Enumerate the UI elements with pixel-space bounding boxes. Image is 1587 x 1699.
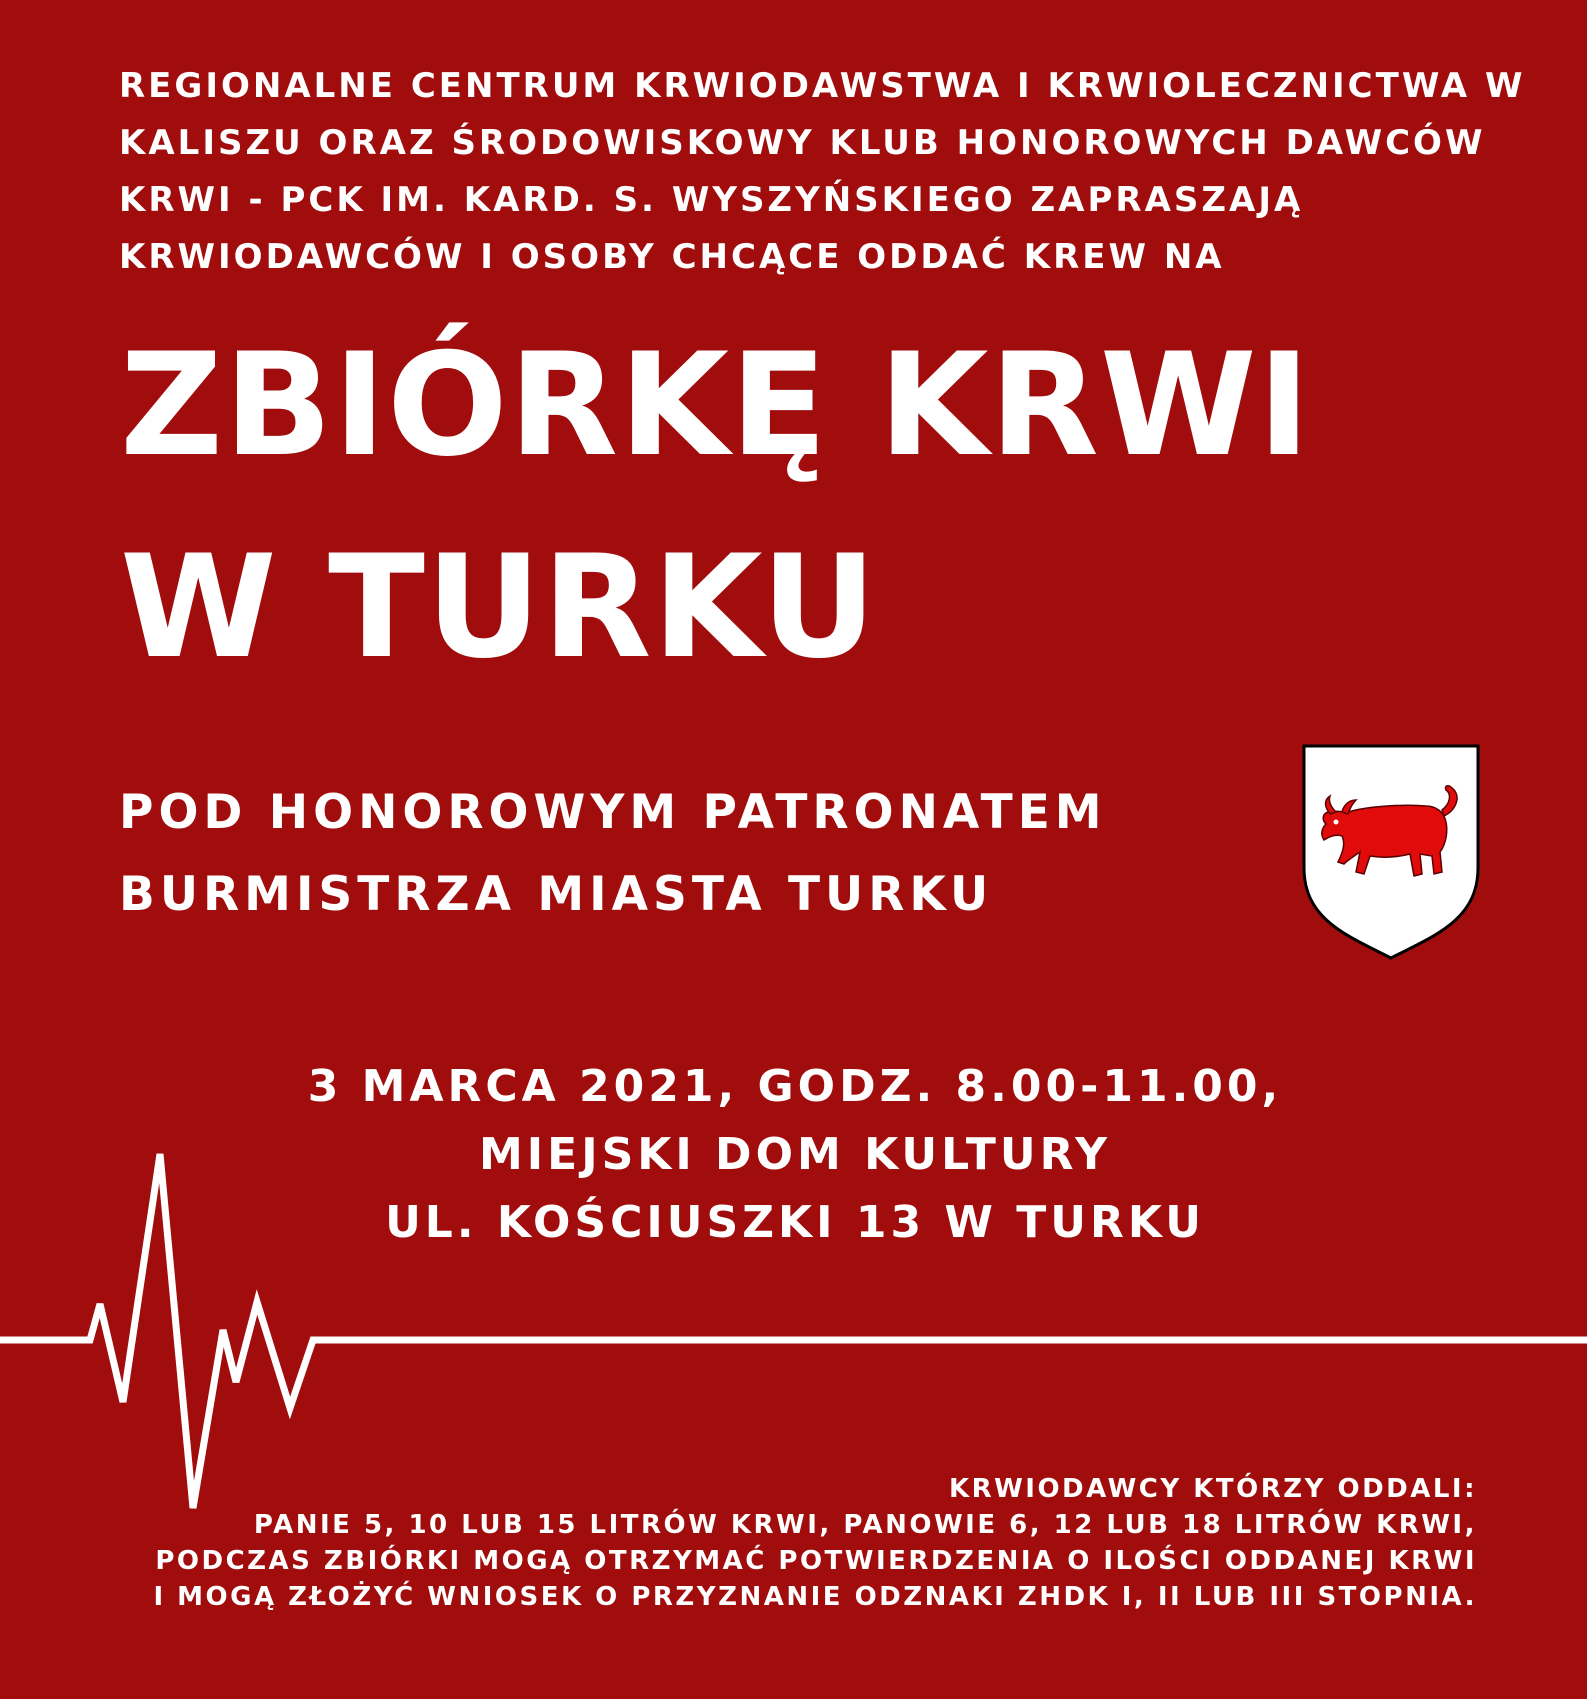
- event-date-time: 3 MARCA 2021, GODZ. 8.00-11.00,: [307, 1061, 1283, 1112]
- heartbeat-line: [0, 1154, 1587, 1508]
- note-line: KRWIODAWCY KTÓRZY ODDALI:: [948, 1474, 1477, 1504]
- patronage-line: POD HONOROWYM PATRONATEM: [119, 785, 1107, 840]
- headline-line: ZBIÓRKĘ KRWI: [120, 323, 1312, 488]
- note-line: PANIE 5, 10 LUB 15 LITRÓW KRWI, PANOWIE 6, 12 LUB 18 LITRÓW KRWI,: [253, 1510, 1477, 1540]
- intro-line: REGIONALNE CENTRUM KRWIODAWSTWA I KRWIOLECZNICTWA W: [119, 66, 1526, 106]
- event-address: UL. KOŚCIUSZKI 13 W TURKU: [385, 1197, 1205, 1248]
- note-line: PODCZAS ZBIÓRKI MOGĄ OTRZYMAĆ POTWIERDZENIA O ILOŚCI ODDANEJ KRWI: [155, 1546, 1477, 1576]
- intro-line: KRWIODAWCÓW I OSOBY CHCĄCE ODDAĆ KREW NA: [119, 237, 1225, 277]
- headline: [120, 305, 1470, 709]
- event-venue: MIEJSKI DOM KULTURY: [479, 1129, 1111, 1180]
- note-line: I MOGĄ ZŁOŻYĆ WNIOSEK O PRZYZNANIE ODZNAKI ZHDK I, II LUB III STOPNIA.: [153, 1582, 1477, 1612]
- bull-eye: [1334, 820, 1339, 825]
- headline-line: W TURKU: [120, 525, 878, 690]
- patronage-text: [119, 772, 1219, 936]
- heartbeat-line-icon: [0, 1140, 1587, 1520]
- intro-line: KALISZU ORAZ ŚRODOWISKOWY KLUB HONOROWYCH DAWCÓW: [119, 123, 1486, 163]
- donor-note: [77, 1471, 1477, 1615]
- patronage-line: BURMISTRZA MIASTA TURKU: [119, 867, 994, 922]
- intro-line: KRWI - PCK IM. KARD. S. WYSZYŃSKIEGO ZAPRASZAJĄ: [119, 180, 1304, 220]
- intro-text: [119, 58, 1526, 286]
- turek-coat-of-arms-bull-icon: [1296, 740, 1486, 962]
